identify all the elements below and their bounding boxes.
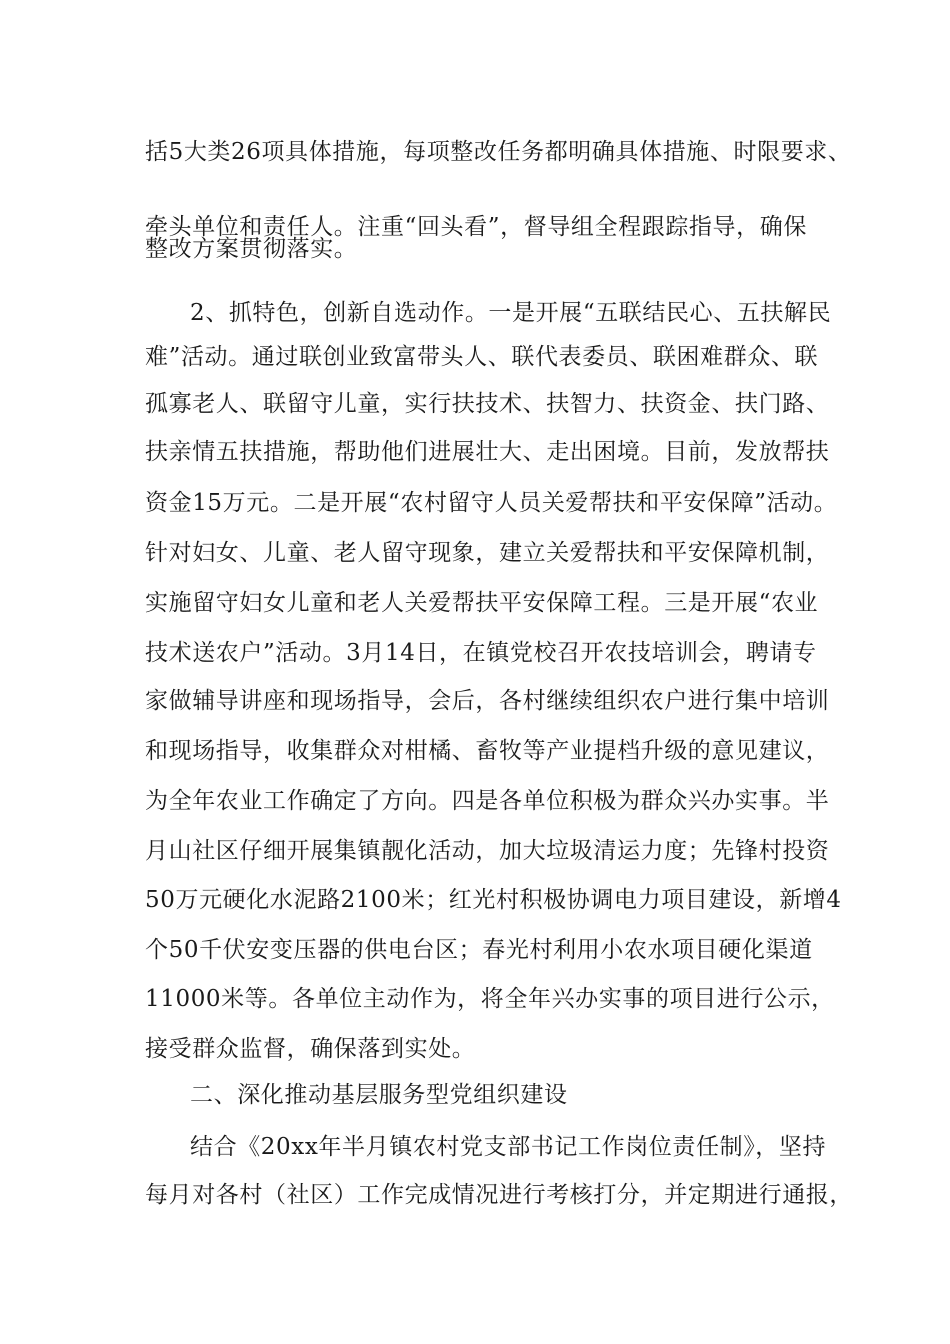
body-line: 技术送农户”活动。3月14日，在镇党校召开农技培训会，聘请专 [145,640,817,666]
body-line: 难”活动。通过联创业致富带头人、联代表委员、联困难群众、联 [145,344,819,370]
body-line: 为全年农业工作确定了方向。四是各单位积极为群众兴办实事。半 [145,788,830,814]
body-line: 扶亲情五扶措施，帮助他们进展壮大、走出困境。目前，发放帮扶 [145,439,830,465]
body-line: 和现场指导，收集群众对柑橘、畜牧等产业提档升级的意见建议， [145,738,830,764]
section-heading: 二、深化推动基层服务型党组织建设 [190,1082,568,1108]
body-line: 括5大类26项具体措施，每项整改任务都明确具体措施、时限要求、 [145,139,852,165]
body-line: 个50千伏安变压器的供电台区；春光村利用小农水项目硬化渠道 [145,937,813,963]
body-line: 接受群众监督，确保落到实处。 [145,1036,476,1062]
body-line: 孤寡老人、联留守儿童，实行扶技术、扶智力、扶资金、扶门路、 [145,391,830,417]
body-line: 每月对各村（社区）工作完成情况进行考核打分，并定期进行通报， [145,1182,853,1208]
body-line: 针对妇女、儿童、老人留守现象，建立关爱帮扶和平安保障机制， [145,540,830,566]
body-line: 实施留守妇女儿童和老人关爱帮扶平安保障工程。三是开展“农业 [145,590,819,616]
body-line: 家做辅导讲座和现场指导，会后，各村继续组织农户进行集中培训 [145,688,830,714]
body-line: 50万元硬化水泥路2100米；红光村积极协调电力项目建设，新增4 [145,887,842,913]
body-line: 整改方案贯彻落实。 [145,236,358,262]
body-line: 资金15万元。二是开展“农村留守人员关爱帮扶和平安保障”活动。 [145,490,838,516]
body-line: 牵头单位和责任人。注重“回头看”，督导组全程跟踪指导，确保 [145,214,807,240]
paragraph-first-line: 2、抓特色，创新自选动作。一是开展“五联结民心、五扶解民 [190,300,832,326]
body-line: 月山社区仔细开展集镇靓化活动，加大垃圾清运力度；先锋村投资 [145,838,830,864]
body-line: 11000米等。各单位主动作为，将全年兴办实事的项目进行公示， [145,986,835,1012]
paragraph-first-line: 结合《20xx年半月镇农村党支部书记工作岗位责任制》，坚持 [190,1134,827,1160]
